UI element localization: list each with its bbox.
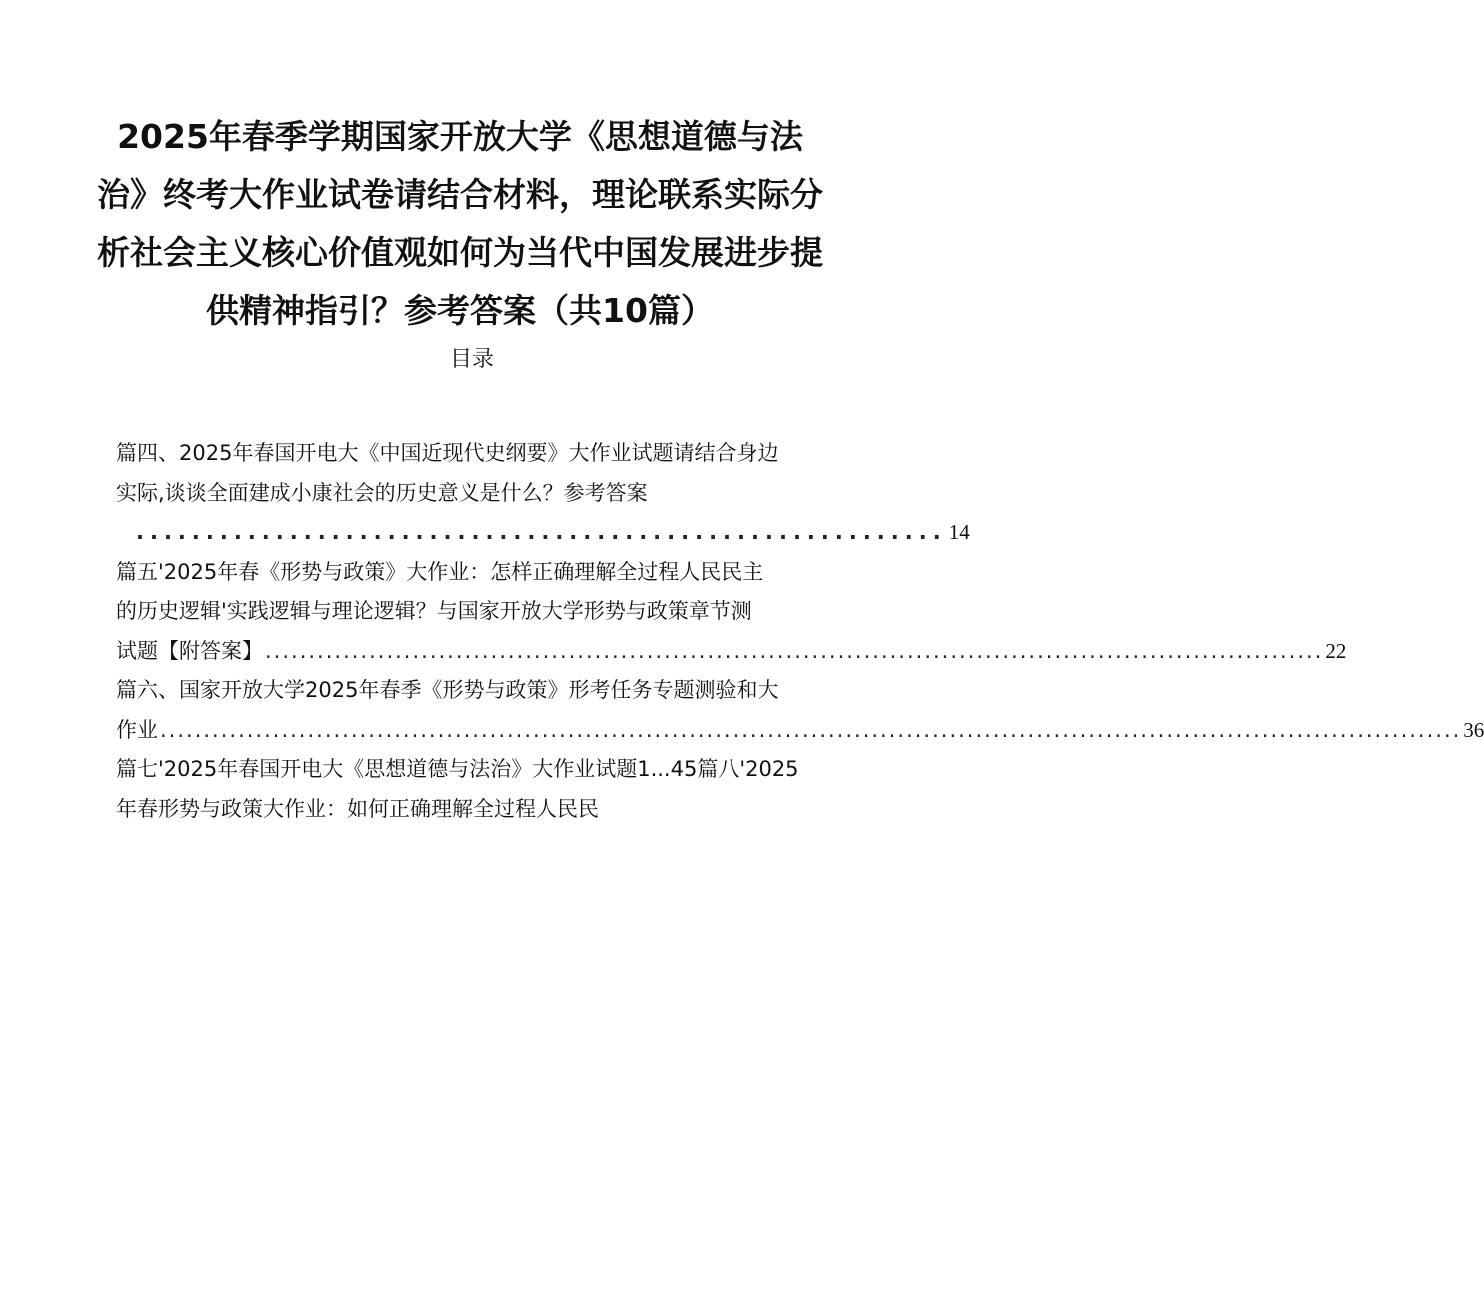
toc-entry-4[interactable] bbox=[116, 434, 970, 553]
toc-entry-5[interactable] bbox=[116, 553, 1347, 672]
dot-leader: ...................................................................................................................................................... bbox=[160, 717, 1462, 742]
toc-entry-text: 篇七'2025年春国开电大《思想道德与法治》大作业试题1...45篇八'2025 bbox=[116, 757, 799, 781]
toc-heading: 目录 bbox=[449, 347, 494, 372]
toc-page-number: 14 bbox=[948, 520, 970, 544]
dot-leader: .......................................................... bbox=[136, 520, 947, 544]
toc-page-number: 36 bbox=[1463, 717, 1484, 742]
toc-entry-text: 年春形势与政策大作业：如何正确理解全过程人民民 bbox=[116, 796, 599, 821]
toc-entry-text: 的历史逻辑'实践逻辑与理论逻辑？与国家开放大学形势与政策章节测 bbox=[116, 599, 752, 623]
toc-leader-row bbox=[116, 632, 1347, 672]
toc-page-number: 22 bbox=[1325, 638, 1347, 663]
table-of-contents bbox=[116, 434, 1484, 829]
toc-entry-6[interactable] bbox=[116, 671, 1484, 750]
document-title: 2025年春季学期国家开放大学《思想道德与法治》终考大作业试卷请结合材料，理论联系实际分析社会主义核心价值观如何为当代中国发展进步提供精神指引？参考答案（共10篇） bbox=[97, 117, 823, 330]
dot-leader: .......................................................................................................................... bbox=[265, 638, 1324, 663]
toc-entry-text: 作业 bbox=[116, 717, 158, 742]
toc-entry-text: 篇六、国家开放大学2025年春季《形势与政策》形考任务专题测验和大 bbox=[116, 678, 779, 702]
toc-leader-row bbox=[116, 711, 1484, 751]
toc-entry-text: 试题【附答案】 bbox=[116, 638, 263, 663]
toc-entry-text: 篇四、2025年春国开电大《中国近现代史纲要》大作业试题请结合身边 bbox=[116, 441, 779, 465]
toc-entry-text: 实际,谈谈全面建成小康社会的历史意义是什么？参考答案 bbox=[116, 480, 648, 505]
toc-leader-row bbox=[116, 513, 970, 553]
toc-entry-7[interactable] bbox=[116, 750, 832, 829]
toc-entry-text: 篇五'2025年春《形势与政策》大作业：怎样正确理解全过程人民民主 bbox=[116, 559, 764, 584]
